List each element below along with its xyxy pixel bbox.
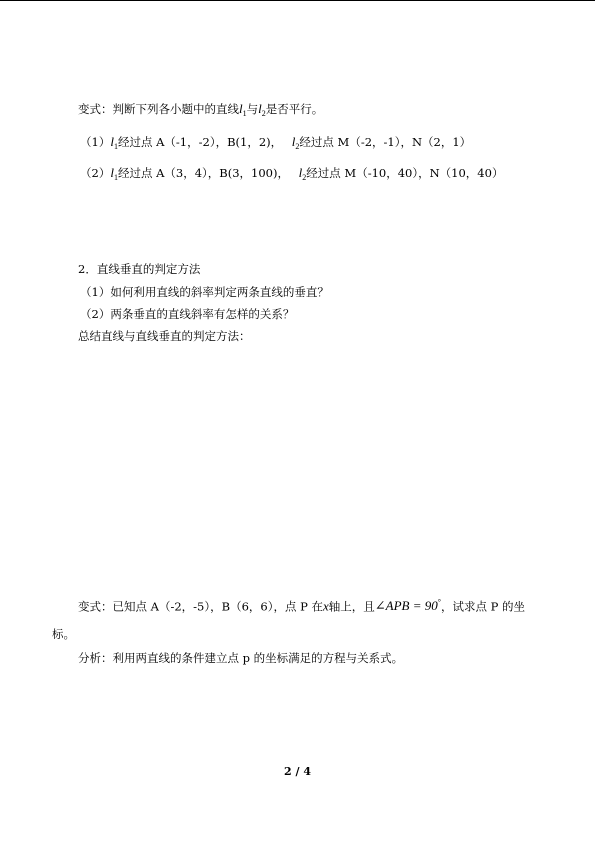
variant1-statement <box>78 101 323 122</box>
line-l2-symbol: $l_2$ <box>258 101 266 118</box>
item-text-1: 经过点 A（3，4），B(3，100)， <box>117 166 289 180</box>
item-text-2: 经过点 M（-10，40），N（10，40） <box>306 166 504 180</box>
item-number: （1） <box>80 135 111 149</box>
variant1-joiner: 与 <box>246 102 259 116</box>
section2-summary-prompt: 总结直线与直线垂直的判定方法： <box>78 329 251 343</box>
section2-question-1: （1）如何利用直线的斜率判定两条直线的垂直？ <box>80 285 329 299</box>
variant1-item-2 <box>80 165 503 186</box>
variant2-text-c: ，试求点 P 的坐 <box>440 599 526 614</box>
variant2-text-b: 轴上，且 <box>328 599 375 614</box>
line-l1-symbol: $l_1$ <box>239 101 247 118</box>
section2-question-2: （2）两条垂直的直线斜率有怎样的关系？ <box>80 307 295 321</box>
x-variable: x <box>323 598 329 614</box>
variant2-text-a: 变式：已知点 A（-2，-5），B（6，6），点 P 在 <box>78 599 323 614</box>
line-l2-symbol: $l_2$ <box>298 165 307 182</box>
variant2-statement <box>78 595 525 614</box>
variant2-wrap: 标。 <box>52 627 75 641</box>
item-text-2: 经过点 M（-2，-1），N（2，1） <box>299 135 472 149</box>
angle-apb-expression: ∠APB = 90° <box>374 598 441 614</box>
page-number: 2 / 4 <box>284 765 311 778</box>
top-border-line <box>0 0 595 1</box>
variant1-suffix: 是否平行。 <box>265 102 324 116</box>
line-l1-symbol: $l_1$ <box>110 134 118 151</box>
line-l1-symbol: $l_1$ <box>110 165 118 182</box>
variant1-prefix: 变式：判断下列各小题中的直线 <box>78 102 239 116</box>
line-l2-symbol: $l_2$ <box>291 134 300 151</box>
variant2-analysis: 分析：利用两直线的条件建立点 p 的坐标满足的方程与关系式。 <box>78 651 404 665</box>
item-text-1: 经过点 A（-1，-2），B(1，2)， <box>117 135 283 149</box>
variant1-item-1 <box>80 134 471 155</box>
item-number: （2） <box>80 166 111 180</box>
section2-heading: 2．直线垂直的判定方法 <box>78 262 201 276</box>
